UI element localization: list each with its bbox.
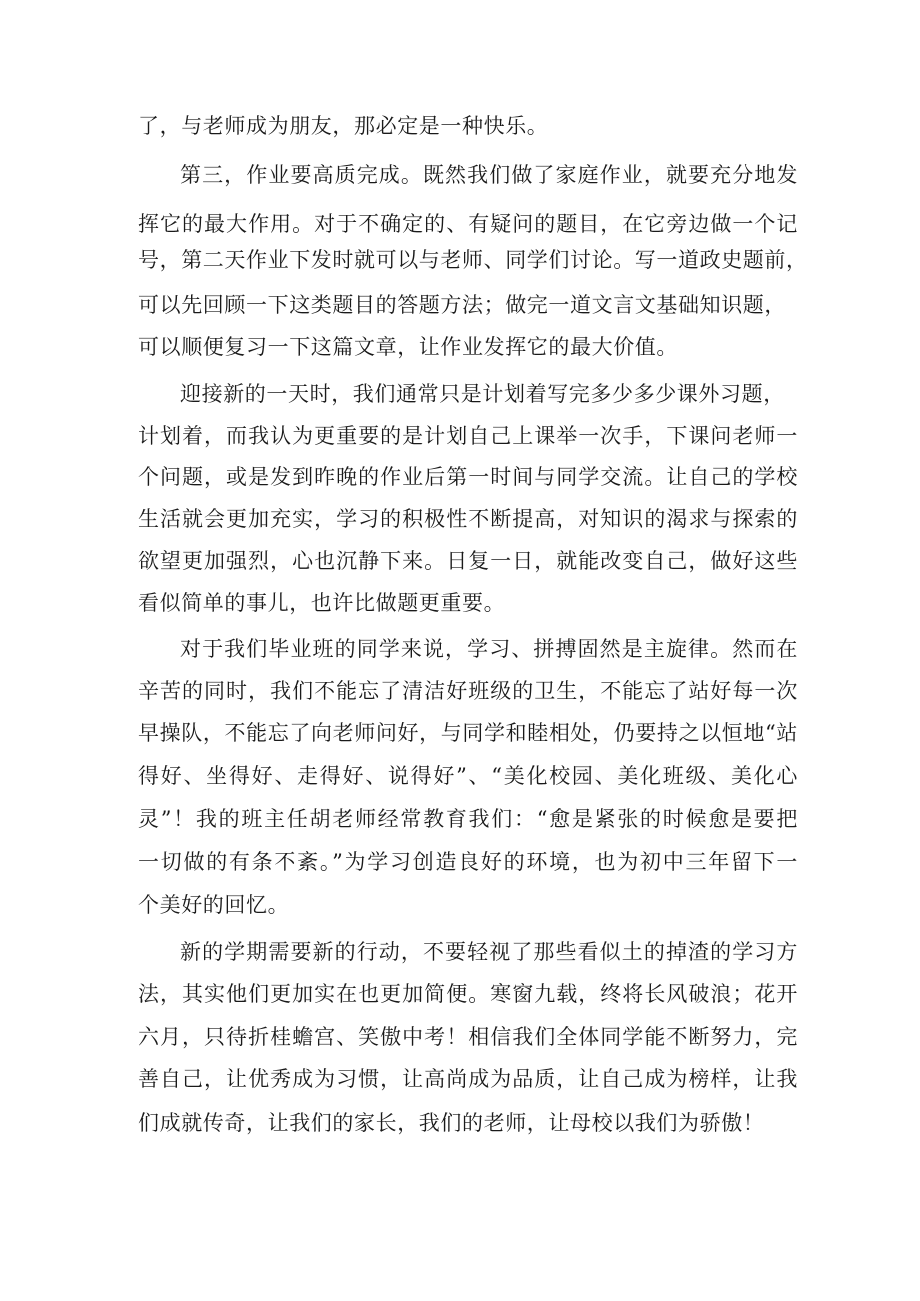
text-line: 一切做的有条不紊。”为学习创造良好的环境，也为初中三年留下一 [138,850,798,874]
text-line: 了，与老师成为朋友，那必定是一种快乐。 [138,114,549,138]
text-line: 计划着，而我认为更重要的是计划自己上课举一次手，下课问老师一 [138,424,798,448]
text-line: 可以顺便复习一下这篇文章，让作业发挥它的最大价值。 [138,335,678,359]
text-line: 辛苦的同时，我们不能忘了清洁好班级的卫生，不能忘了站好每一次 [138,679,798,703]
text-line: 们成就传奇，让我们的家长，我们的老师，让母校以我们为骄傲！ [138,1111,765,1135]
text-line: 个美好的回忆。 [138,893,290,917]
text-line: 对于我们毕业班的同学来说，学习、拼搏固然是主旋律。然而在 [180,637,798,661]
text-line: 可以先回顾一下这类题目的答题方法；做完一道文言文基础知识题， [138,293,786,317]
text-line: 个问题，或是发到昨晚的作业后第一时间与同学交流。让自己的学校 [138,465,798,489]
text-line: 六月，只待折桂蟾宫、笑傲中考！相信我们全体同学能不断努力，完 [138,1025,798,1049]
text-line: 灵”！我的班主任胡老师经常教育我们：“愈是紧张的时候愈是要把 [138,807,798,831]
text-line: 善自己，让优秀成为习惯，让高尚成为品质，让自己成为榜样，让我 [138,1067,798,1091]
text-line: 看似简单的事儿，也许比做题更重要。 [138,591,506,615]
text-line: 号，第二天作业下发时就可以与老师、同学们讨论。写一道政史题前， [138,248,808,272]
text-line: 第三，作业要高质完成。既然我们做了家庭作业，就要充分地发 [180,163,798,187]
text-line: 迎接新的一天时，我们通常只是计划着写完多少多少课外习题， [180,382,785,406]
text-line: 法，其实他们更加实在也更加简便。寒窗九载，终将长风破浪；花开 [138,982,798,1006]
text-line: 挥它的最大作用。对于不确定的、有疑问的题目，在它旁边做一个记 [138,212,798,236]
text-line: 新的学期需要新的行动，不要轻视了那些看似土的掉渣的学习方 [180,940,798,964]
text-line: 欲望更加强烈，心也沉静下来。日复一日，就能改变自己，做好这些 [138,549,798,573]
text-line: 早操队，不能忘了向老师问好，与同学和睦相处，仍要持之以恒地“站 [138,721,798,745]
text-line: 生活就会更加充实，学习的积极性不断提高，对知识的渴求与探索的 [138,507,798,531]
text-line: 得好、坐得好、走得好、说得好”、“美化校园、美化班级、美化心 [138,764,798,788]
